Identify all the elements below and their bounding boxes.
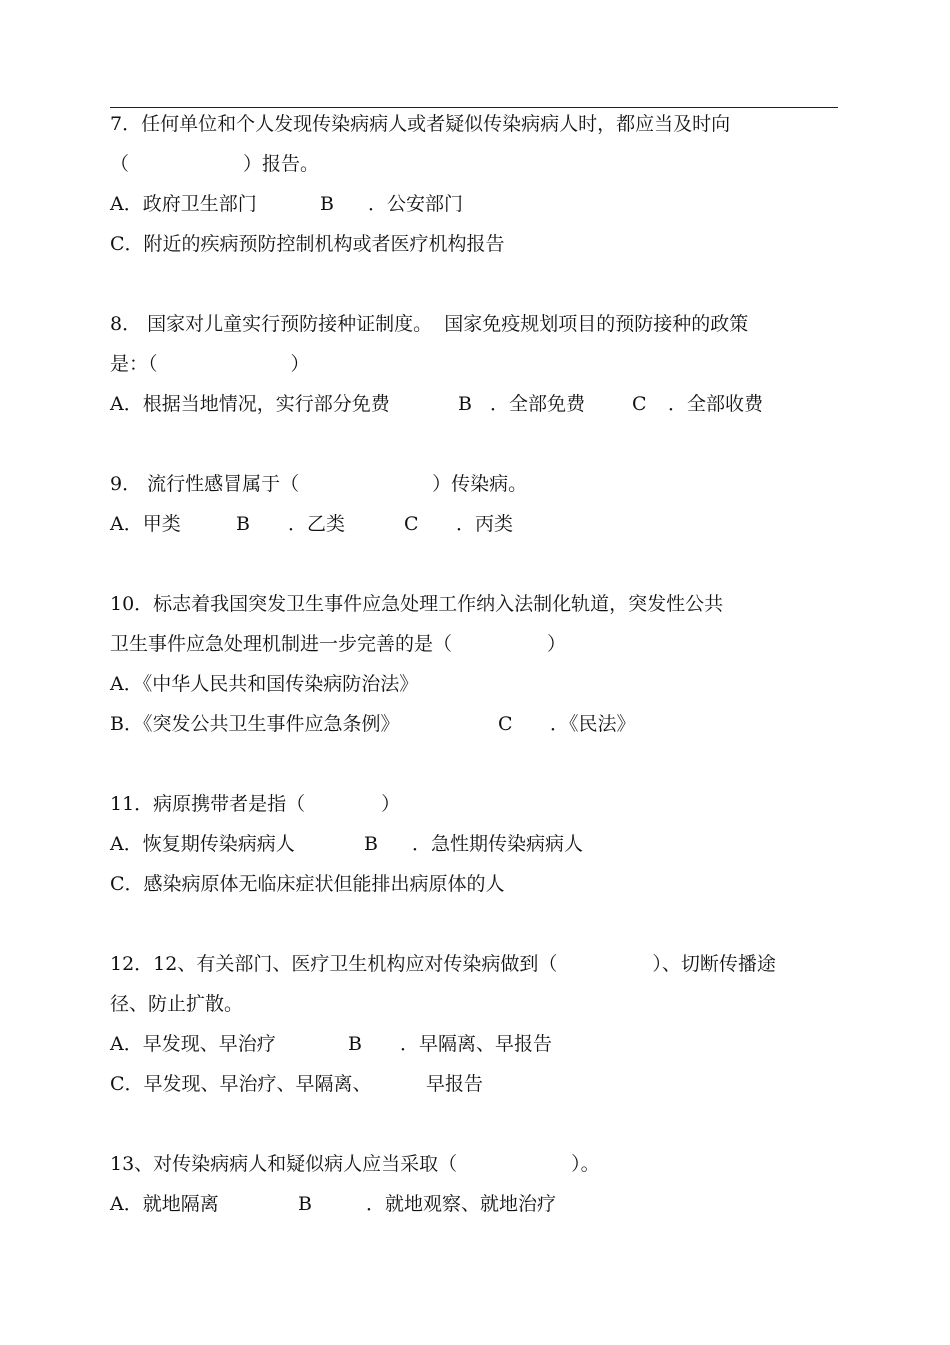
option-c: C．早发现、早治疗、早隔离、: [110, 1073, 372, 1095]
question-9-text: 9． 流行性感冒属于（ ）传染病。: [110, 473, 528, 495]
question-12-options-row-1: [110, 1032, 553, 1056]
option-c-letter: C: [498, 713, 513, 735]
option-c-text: ．《民法》: [550, 713, 636, 735]
question-7-text: 7．任何单位和个人发现传染病病人或者疑似传染病病人时，都应当及时向: [110, 113, 731, 135]
question-11-text: 11．病原携带者是指（ ）: [110, 793, 401, 815]
option-b-letter: B: [320, 193, 334, 215]
question-13-text: 13、对传染病病人和疑似病人应当采取（ ）。: [110, 1153, 600, 1175]
header-rule: [110, 107, 838, 108]
question-10-text-cont: 卫生事件应急处理机制进一步完善的是（ ）: [110, 633, 567, 655]
question-11-options-row-1: [110, 832, 584, 856]
option-a: A．甲类: [110, 513, 181, 535]
option-b-text: ．公安部门: [368, 193, 464, 215]
question-9-options-row-1: [110, 512, 514, 536]
option-b-text: ．急性期传染病病人: [412, 833, 584, 855]
option-c-letter: C: [632, 393, 647, 415]
option-b: B．《突发公共卫生事件应急条例》: [110, 713, 400, 735]
question-7-text-cont: （ ）报告。: [110, 153, 320, 175]
question-12-text: 12．12、有关部门、医疗卫生机构应对传染病做到（ ）、切断传播途: [110, 953, 776, 975]
option-c-letter: C: [404, 513, 419, 535]
question-12-text-cont: 径、防止扩散。: [110, 993, 244, 1015]
question-8-options-row-1: [110, 392, 764, 416]
option-a: A．恢复期传染病病人: [110, 833, 295, 855]
question-12-options-row-2: [110, 1072, 484, 1096]
option-b-text: ．全部免费: [490, 393, 586, 415]
option-c-text: ．全部收费: [668, 393, 764, 415]
question-11-options-row-2: [110, 872, 505, 896]
option-c-text-end: 早报告: [426, 1073, 484, 1095]
question-10-options-row-1: [110, 672, 419, 696]
option-a: A．《中华人民共和国传染病防治法》: [110, 673, 419, 695]
option-c-text: ．丙类: [456, 513, 514, 535]
option-b-letter: B: [298, 1193, 312, 1215]
option-b-text: ．乙类: [288, 513, 346, 535]
option-c: C．感染病原体无临床症状但能排出病原体的人: [110, 873, 505, 895]
option-a: A．政府卫生部门: [110, 193, 257, 215]
question-7-options-row-2: [110, 232, 505, 256]
option-b-letter: B: [348, 1033, 362, 1055]
option-b-letter: B: [458, 393, 472, 415]
option-b-letter: B: [236, 513, 250, 535]
question-8-text-cont: 是：（ ）: [110, 353, 310, 375]
option-b-letter: B: [364, 833, 378, 855]
option-a: A．早发现、早治疗: [110, 1033, 276, 1055]
option-a: A．就地隔离: [110, 1193, 219, 1215]
option-c: C．附近的疾病预防控制机构或者医疗机构报告: [110, 233, 505, 255]
question-8-text: 8． 国家对儿童实行预防接种证制度。 国家免疫规划项目的预防接种的政策: [110, 313, 749, 335]
question-7-options-row-1: [110, 192, 464, 216]
option-b-text: ．早隔离、早报告: [400, 1033, 553, 1055]
question-10-text: 10．标志着我国突发卫生事件应急处理工作纳入法制化轨道，突发性公共: [110, 593, 724, 615]
option-a: A．根据当地情况，实行部分免费: [110, 393, 390, 415]
question-10-options-row-2: [110, 712, 636, 736]
option-b-text: ．就地观察、就地治疗: [366, 1193, 557, 1215]
question-13-options-row-1: [110, 1192, 557, 1216]
